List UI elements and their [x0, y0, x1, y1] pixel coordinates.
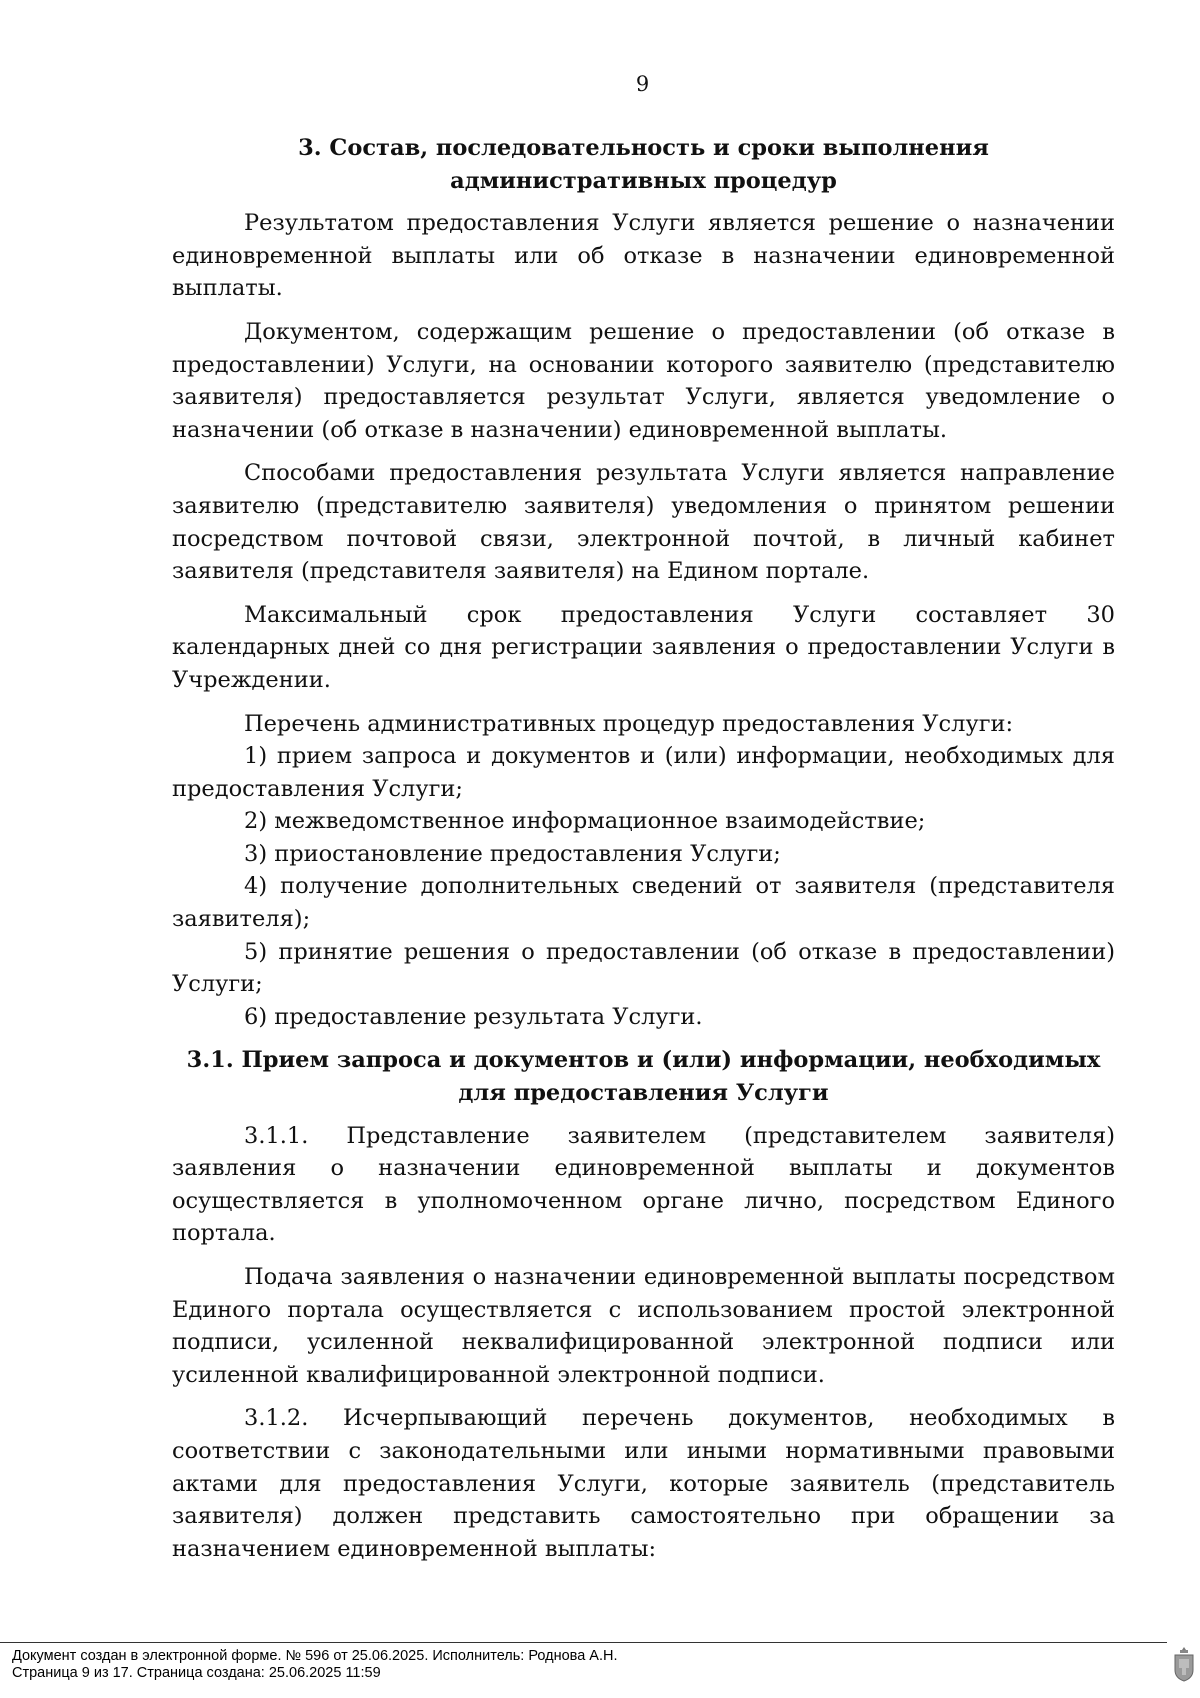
paragraph-3-1-2: 3.1.2. Исчерпывающий перечень документов, необходимых в соответствии с законодательными или иными нормативными правовыми актами для предоставления Услуги, которые заявитель (представитель заявителя) должен представить самостоятельно при обращении за назначением единовременной выплаты: [172, 1405, 1115, 1562]
document-body [172, 132, 1115, 1576]
procedure-item: 1) прием запроса и документов и (или) информации, необходимых для предоставления Услуги; [172, 743, 1115, 802]
procedure-item: 2) межведомственное информационное взаимодействие; [244, 808, 926, 835]
footer [12, 1648, 1112, 1682]
procedure-item: 3) приостановление предоставления Услуги; [244, 840, 781, 867]
page-number: 9 [635, 72, 650, 96]
footer-divider [0, 1642, 1167, 1643]
footer-line-1: Документ создан в электронной форме. № 596 от 25.06.2025. Исполнитель: Роднова А.Н. [12, 1648, 618, 1664]
paragraph-document: Документом, содержащим решение о предоставлении (об отказе в предоставлении) Услуги, на основании которого заявителю (представителю заявителя) предоставляется результат Услуги, является уведомление о назначении (об отказе в назначении) единовременной выплаты. [172, 318, 1115, 443]
coat-of-arms-icon [1173, 1646, 1195, 1682]
section-heading: 3. Состав, последовательность и сроки выполнения административных процедур [298, 135, 989, 194]
paragraph-deadline: Максимальный срок предоставления Услуги составляет 30 календарных дней со дня регистрации заявления о предоставлении Услуги в Учреждении. [172, 601, 1115, 693]
procedure-item: 5) принятие решения о предоставлении (об отказе в предоставлении) Услуги; [172, 938, 1115, 998]
procedure-item: 4) получение дополнительных сведений от заявителя (представителя заявителя); [172, 873, 1115, 933]
paragraph-result: Результатом предоставления Услуги является решение о назначении единовременной выплаты или об отказе в назначении единовременной выплаты. [172, 210, 1115, 302]
subsection-heading: 3.1. Прием запроса и документов и (или) информации, необходимых для предоставления Услуги [186, 1047, 1101, 1107]
procedure-item: 6) предоставление результата Услуги. [244, 1003, 703, 1030]
paragraph-3-1-1: 3.1.1. Представление заявителем (представителем заявителя) заявления о назначении единовременной выплаты и документов осуществляется в уполномоченном органе лично, посредством Единого портала. [172, 1122, 1115, 1247]
paragraph-methods: Способами предоставления результата Услуги является направление заявителю (представителю заявителя) уведомления о принятом решении посредством почтовой связи, электронной почтой, в личный кабинет заявителя (представителя заявителя) на Едином портале. [172, 460, 1115, 585]
paragraph-submission: Подача заявления о назначении единовременной выплаты посредством Единого портала осуществляется с использованием простой электронной подписи, усиленной неквалифицированной электронной подписи или усиленной квалифицированной электронной подписи. [172, 1264, 1115, 1388]
footer-line-2: Страница 9 из 17. Страница создана: 25.06.2025 11:59 [12, 1665, 381, 1681]
procedures-intro: Перечень административных процедур предоставления Услуги: [244, 710, 1014, 737]
